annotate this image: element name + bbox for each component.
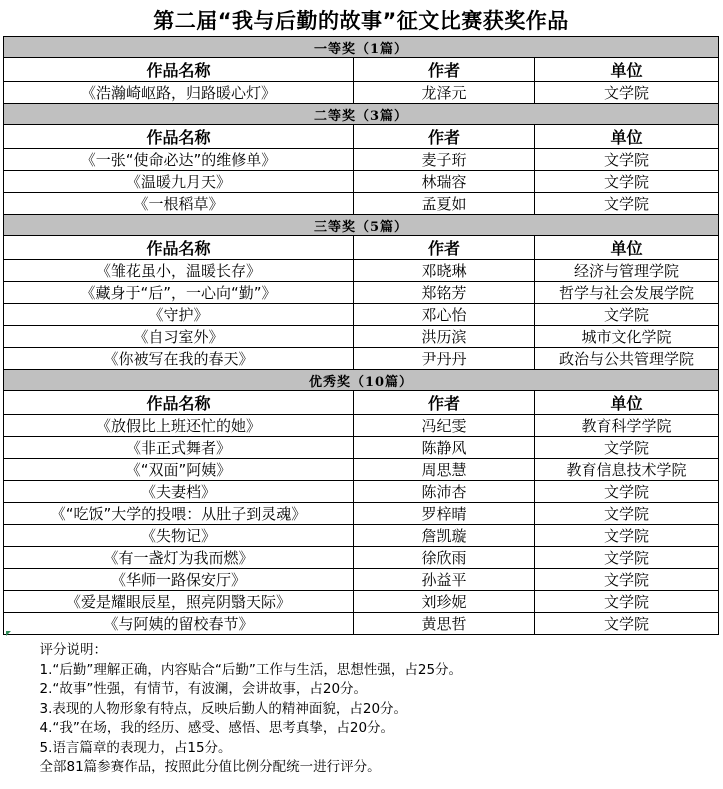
column-header-row <box>4 58 719 82</box>
author-name: 林瑞容 <box>354 171 535 193</box>
table-row <box>4 82 719 104</box>
column-header-row <box>4 391 719 415</box>
cell-note-marker <box>6 631 11 636</box>
author-name: 周思慧 <box>354 459 535 481</box>
unit-name: 文学院 <box>535 481 719 503</box>
author-name: 邓晓琳 <box>354 260 535 282</box>
column-header-row <box>4 236 719 260</box>
work-title: 《爱是耀眼辰星，照亮阴翳天际》 <box>4 591 354 613</box>
table-row <box>4 260 719 282</box>
unit-name: 文学院 <box>535 171 719 193</box>
section-label: 一等奖（1篇） <box>4 37 719 58</box>
notes-body <box>4 635 719 789</box>
column-header-author: 作者 <box>354 391 535 415</box>
awards-table-body <box>4 3 719 635</box>
table-row <box>4 459 719 481</box>
table-row <box>4 547 719 569</box>
table-row <box>4 193 719 215</box>
author-name: 罗梓晴 <box>354 503 535 525</box>
unit-name: 城市文化学院 <box>535 326 719 348</box>
author-name: 龙泽元 <box>354 82 535 104</box>
unit-name: 文学院 <box>535 503 719 525</box>
table-row <box>4 171 719 193</box>
author-name: 洪历滨 <box>354 326 535 348</box>
work-title: 《自习室外》 <box>4 326 354 348</box>
column-header-author: 作者 <box>354 125 535 149</box>
author-name: 陈静风 <box>354 437 535 459</box>
table-row <box>4 481 719 503</box>
table-row <box>4 304 719 326</box>
section-row <box>4 104 719 125</box>
author-name: 黄思哲 <box>354 613 535 635</box>
unit-name: 文学院 <box>535 591 719 613</box>
unit-name: 文学院 <box>535 525 719 547</box>
column-header-work: 作品名称 <box>4 125 354 149</box>
column-header-work: 作品名称 <box>4 58 354 82</box>
unit-name: 文学院 <box>535 547 719 569</box>
table-row <box>4 613 719 635</box>
work-title: 《有一盏灯为我而燃》 <box>4 547 354 569</box>
table-row <box>4 149 719 171</box>
awards-table <box>3 3 719 789</box>
author-name: 徐欣雨 <box>354 547 535 569</box>
note-item-2: 2.“故事”性强，有情节，有波澜，会讲故事，占20分。 <box>40 680 719 700</box>
work-title: 《“吃饭”大学的投喂：从肚子到灵魂》 <box>4 503 354 525</box>
author-name: 陈沛杏 <box>354 481 535 503</box>
work-title: 《华师一路保安厅》 <box>4 569 354 591</box>
unit-name: 经济与管理学院 <box>535 260 719 282</box>
work-title: 《放假比上班还忙的她》 <box>4 415 354 437</box>
section-row <box>4 215 719 236</box>
section-label: 优秀奖（10篇） <box>4 370 719 391</box>
note-item-3: 3.表现的人物形象有特点，反映后勤人的精神面貌，占20分。 <box>40 700 719 720</box>
title-row <box>4 3 719 37</box>
note-summary: 全部81篇参赛作品，按照此分值比例分配统一进行评分。 <box>40 758 719 778</box>
table-row <box>4 282 719 304</box>
author-name: 尹丹丹 <box>354 348 535 370</box>
unit-name: 文学院 <box>535 82 719 104</box>
work-title: 《雏花虽小，温暖长存》 <box>4 260 354 282</box>
section-row <box>4 37 719 58</box>
unit-name: 文学院 <box>535 193 719 215</box>
author-name: 刘珍妮 <box>354 591 535 613</box>
work-title: 《守护》 <box>4 304 354 326</box>
work-title: 《夫妻档》 <box>4 481 354 503</box>
note-item-4: 4.“我”在场，我的经历、感受、感悟、思考真挚，占20分。 <box>40 719 719 739</box>
unit-name: 教育科学学院 <box>535 415 719 437</box>
table-row <box>4 415 719 437</box>
work-title: 《浩瀚崎岖路，归路暖心灯》 <box>4 82 354 104</box>
unit-name: 文学院 <box>535 437 719 459</box>
author-name: 郑铭芳 <box>354 282 535 304</box>
author-name: 冯纪雯 <box>354 415 535 437</box>
column-header-row <box>4 125 719 149</box>
unit-name: 政治与公共管理学院 <box>535 348 719 370</box>
work-title: 《失物记》 <box>4 525 354 547</box>
table-row <box>4 437 719 459</box>
note-item-1: 1.“后勤”理解正确，内容贴合“后勤”工作与生活，思想性强，占25分。 <box>40 661 719 681</box>
column-header-work: 作品名称 <box>4 391 354 415</box>
author-name: 麦子珩 <box>354 149 535 171</box>
table-row <box>4 591 719 613</box>
author-name: 孙益平 <box>354 569 535 591</box>
author-name: 詹凯璇 <box>354 525 535 547</box>
unit-name: 教育信息技术学院 <box>535 459 719 481</box>
section-label: 三等奖（5篇） <box>4 215 719 236</box>
notes-row <box>4 635 719 789</box>
table-row <box>4 525 719 547</box>
column-header-author: 作者 <box>354 236 535 260</box>
work-title: 《温暖九月天》 <box>4 171 354 193</box>
section-row <box>4 370 719 391</box>
notes-heading: 评分说明： <box>40 641 719 661</box>
table-row <box>4 348 719 370</box>
unit-name: 文学院 <box>535 613 719 635</box>
work-title: 《你被写在我的春天》 <box>4 348 354 370</box>
work-title: 《藏身于“后”，一心向“勤”》 <box>4 282 354 304</box>
author-name: 邓心怡 <box>354 304 535 326</box>
column-header-work: 作品名称 <box>4 236 354 260</box>
column-header-unit: 单位 <box>535 391 719 415</box>
unit-name: 文学院 <box>535 569 719 591</box>
column-header-unit: 单位 <box>535 58 719 82</box>
unit-name: 文学院 <box>535 149 719 171</box>
table-row <box>4 503 719 525</box>
work-title: 《非正式舞者》 <box>4 437 354 459</box>
section-label: 二等奖（3篇） <box>4 104 719 125</box>
work-title: 《与阿姨的留校春节》 <box>4 613 354 635</box>
work-title: 《一根稻草》 <box>4 193 354 215</box>
unit-name: 文学院 <box>535 304 719 326</box>
table-row <box>4 326 719 348</box>
scoring-notes <box>4 635 719 789</box>
column-header-unit: 单位 <box>535 236 719 260</box>
work-title: 《“双面”阿姨》 <box>4 459 354 481</box>
column-header-unit: 单位 <box>535 125 719 149</box>
note-item-5: 5.语言篇章的表现力，占15分。 <box>40 739 719 759</box>
author-name: 孟夏如 <box>354 193 535 215</box>
column-header-author: 作者 <box>354 58 535 82</box>
awards-sheet <box>3 3 718 789</box>
sheet-title: 第二届“我与后勤的故事”征文比赛获奖作品 <box>4 3 719 37</box>
table-row <box>4 569 719 591</box>
work-title: 《一张“使命必达”的维修单》 <box>4 149 354 171</box>
unit-name: 哲学与社会发展学院 <box>535 282 719 304</box>
